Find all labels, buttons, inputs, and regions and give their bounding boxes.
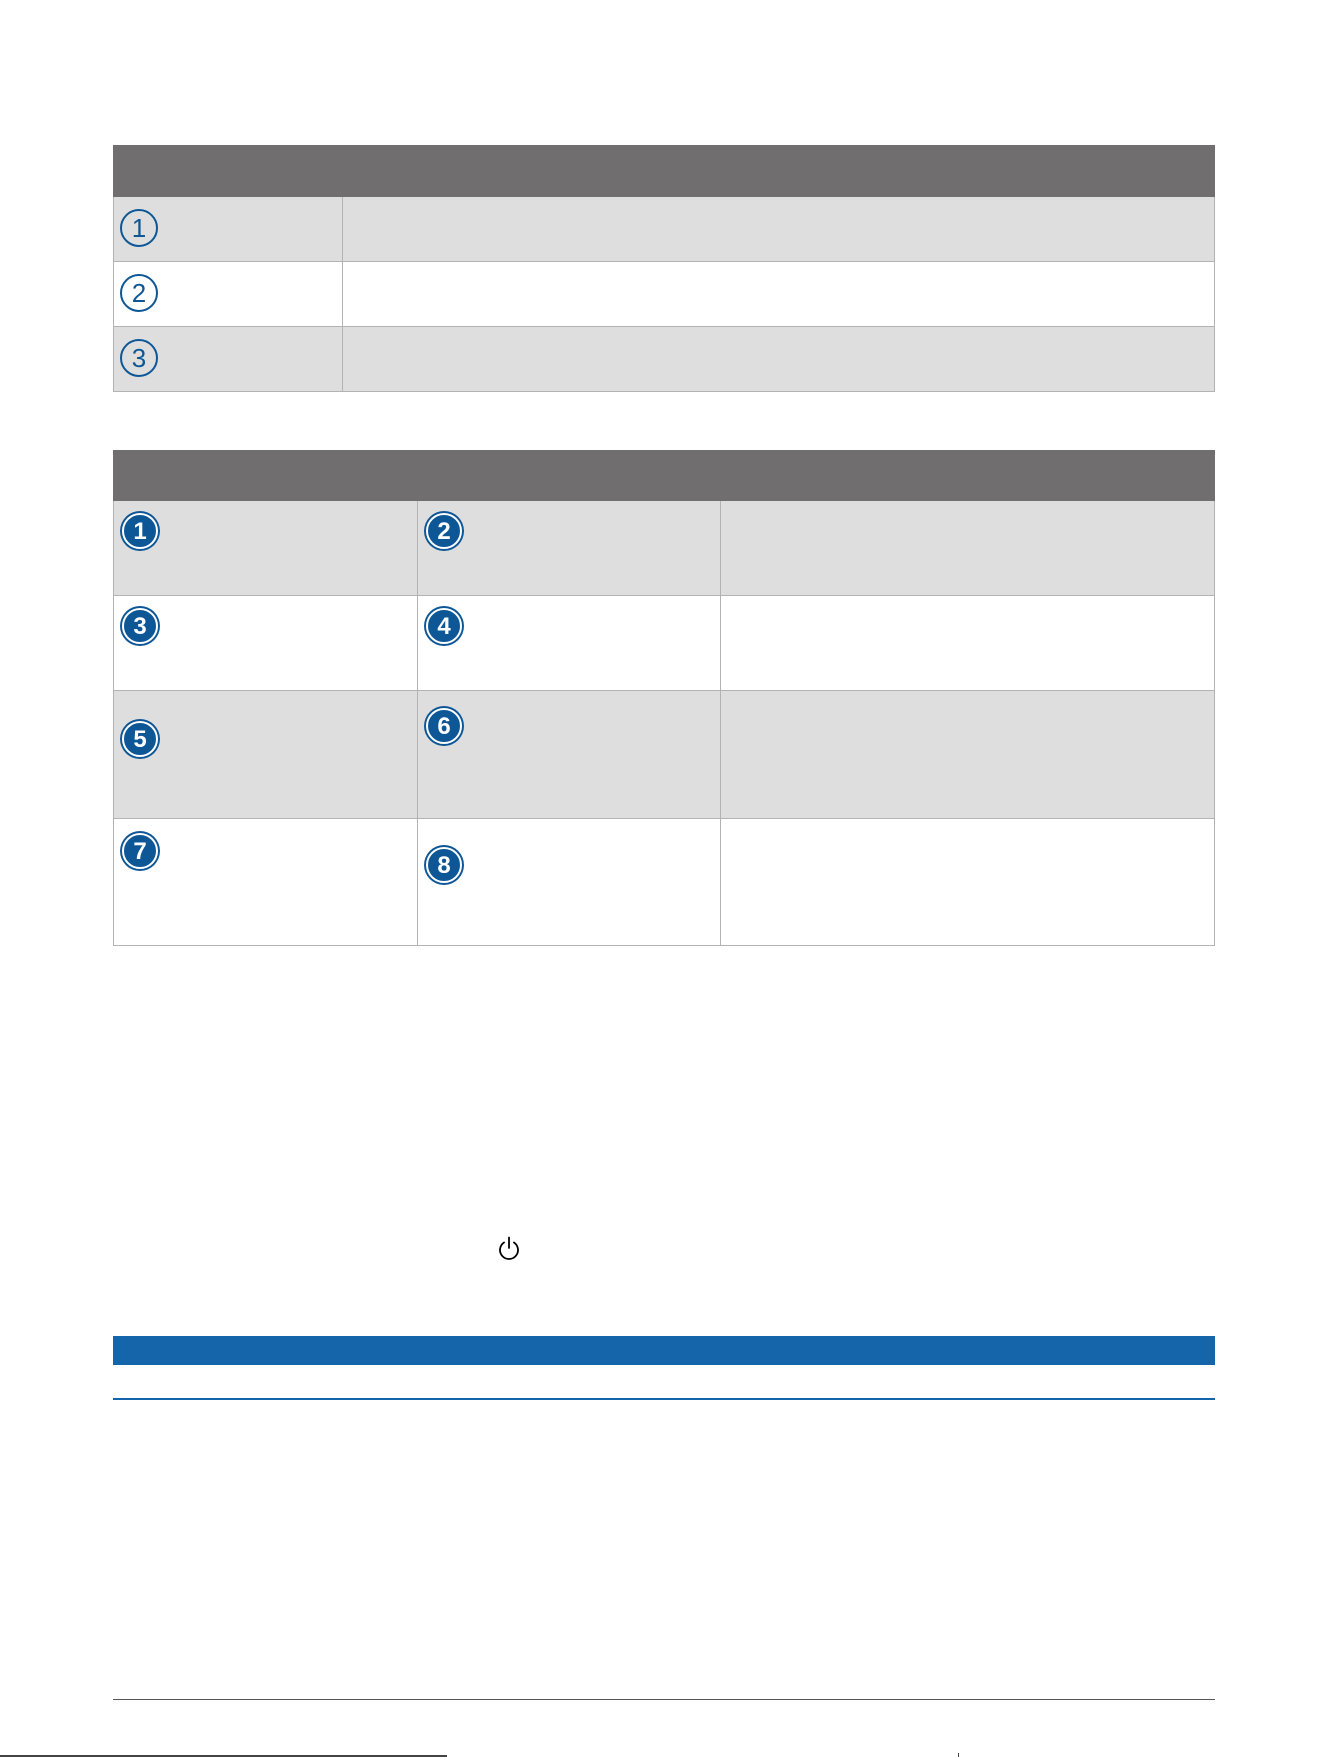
table-header-cell — [343, 146, 1215, 197]
callout-cell — [114, 819, 418, 946]
description-cell — [343, 327, 1215, 392]
table-row — [114, 819, 1215, 946]
callout-cell — [418, 596, 721, 691]
callout-table-filled — [113, 450, 1215, 946]
table-row — [114, 691, 1215, 819]
table-row — [114, 327, 1215, 392]
table-row — [114, 262, 1215, 327]
description-cell — [343, 262, 1215, 327]
page-edge-line — [0, 1755, 447, 1757]
callout-cell — [114, 327, 343, 392]
table-header-cell — [114, 451, 418, 501]
table-header-row — [114, 146, 1215, 197]
table-header-cell — [114, 146, 343, 197]
callout-number-3-icon: 3 — [122, 608, 158, 644]
callout-number-4-icon: 4 — [426, 608, 462, 644]
callout-number-2-icon: 2 — [426, 513, 462, 549]
description-cell — [343, 197, 1215, 262]
callout-cell — [418, 819, 721, 946]
callout-number-1-icon: 1 — [122, 513, 158, 549]
callout-number-5-icon: 5 — [122, 721, 158, 757]
callout-cell — [114, 501, 418, 596]
callout-cell — [114, 262, 343, 327]
callout-cell — [114, 197, 343, 262]
callout-cell — [418, 501, 721, 596]
callout-cell — [114, 691, 418, 819]
page-edge-tick — [958, 1753, 959, 1757]
description-cell — [721, 596, 1215, 691]
description-cell — [721, 819, 1215, 946]
callout-cell — [418, 691, 721, 819]
callout-number-8-icon: 8 — [426, 847, 462, 883]
power-icon — [497, 1236, 521, 1262]
table-row — [114, 501, 1215, 596]
table-row — [114, 596, 1215, 691]
notice-banner — [113, 1336, 1215, 1365]
callout-table-outlined — [113, 145, 1215, 392]
callout-number-6-icon: 6 — [426, 708, 462, 744]
footer-divider — [113, 1699, 1215, 1700]
table-row — [114, 197, 1215, 262]
table-header-cell — [721, 451, 1215, 501]
callout-number-1-icon: 1 — [120, 209, 158, 247]
notice-divider — [113, 1398, 1215, 1400]
description-cell — [721, 501, 1215, 596]
callout-number-7-icon: 7 — [122, 833, 158, 869]
callout-number-3-icon: 3 — [120, 339, 158, 377]
callout-number-2-icon: 2 — [120, 274, 158, 312]
table-header-row — [114, 451, 1215, 501]
description-cell — [721, 691, 1215, 819]
callout-cell — [114, 596, 418, 691]
table-header-cell — [418, 451, 721, 501]
